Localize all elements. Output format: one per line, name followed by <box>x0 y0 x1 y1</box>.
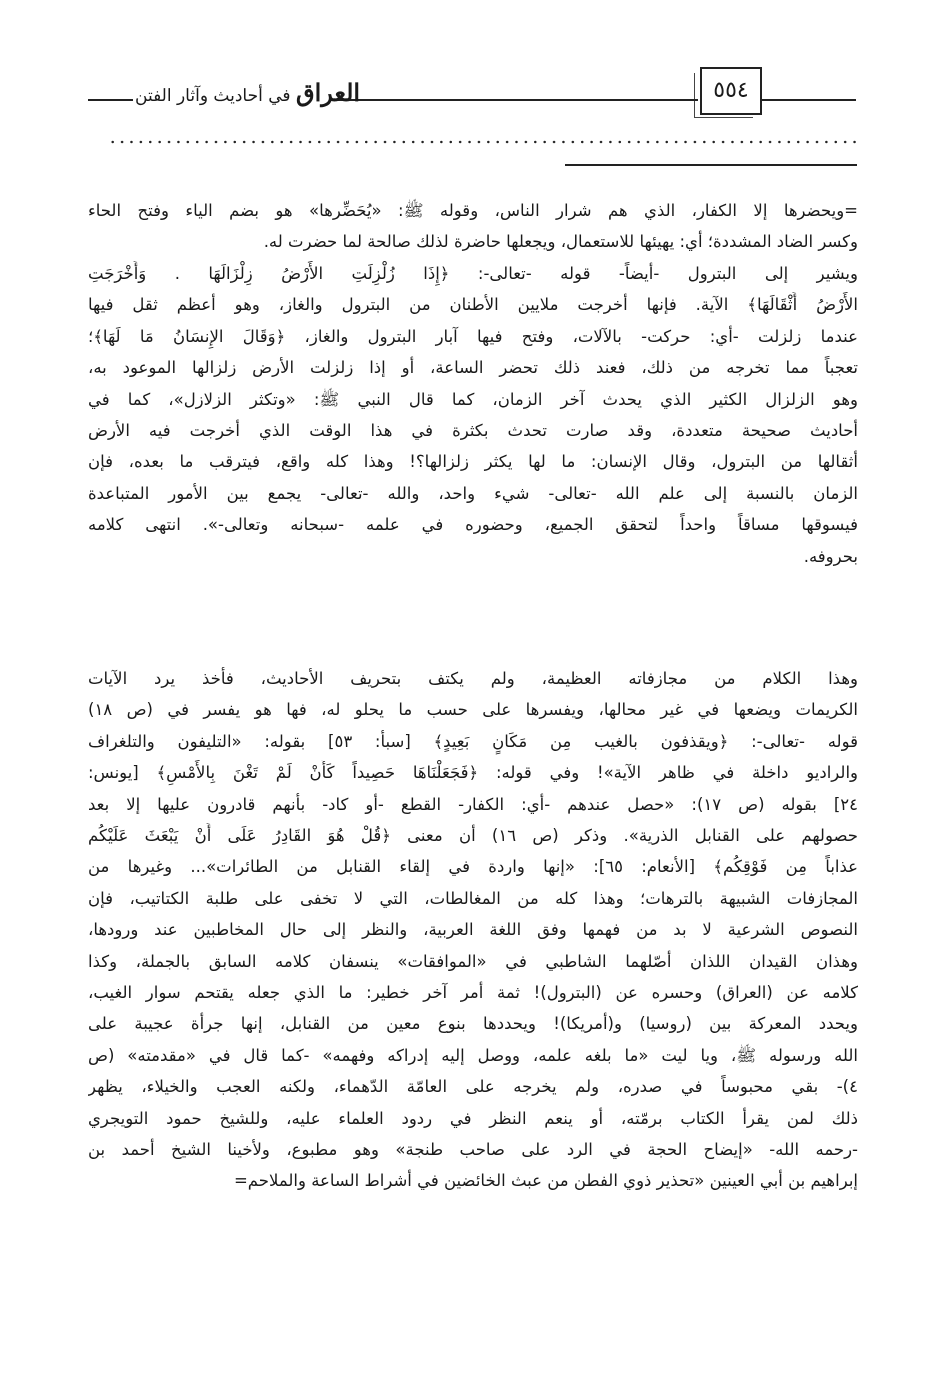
book-title-main: العراق <box>295 78 361 107</box>
text-line: الزمان بالنسبة إلى علم الله -تعالى- شيء واحد، والله -تعالى- يجمع بين الأمور المتباعدة <box>88 483 858 503</box>
header-rule-right <box>760 99 856 101</box>
book-title <box>135 78 360 107</box>
page-number: ٥٥٤ <box>700 67 762 115</box>
text-line: الأَرْضُ أَثْقَالَهَا﴾ الآية. فإنها أخرجت ملايين الأطنان من البترول والغاز، وهو أعظم ثقل فيها <box>88 295 858 315</box>
text-line: فيسوقها مساقاً واحداً لتحقق الجميع، وحضوره في علمه -سبحانه وتعالى-». انتهى كلامه <box>88 515 858 535</box>
text-line: النصوص الشرعية لا بد من فهمها وفق اللغة العربية، والنظر إلى حال المخاطبين عند ورودها، <box>88 920 858 940</box>
dotted-divider <box>108 140 858 144</box>
text-line: عندما زلزلت -أي: حركت- بالآلات، وفتح فيها آبار البترول والغاز، ﴿وَقَالَ الإِنسَانُ مَا لَهَا﴾؛ <box>88 326 858 346</box>
text-line: بحروفه. <box>803 546 858 566</box>
text-line: إبراهيم بن أبي العينين «تحذير ذوي الفطن من عبث الخائضين في أشراط الساعة والملاحم= <box>233 1171 858 1191</box>
text-line: المجازفات الشبيهة بالترهات؛ وهذا كله من المغالطات، التي لا تخفى على طلبة الكتاتيب، فإن <box>88 888 858 908</box>
text-line: وهذان القيدان اللذان أصّلهما الشاطبي في «الموافقات» ينسفان كلامه السابق بالجملة، وكذا <box>88 951 858 971</box>
footnote-rule <box>565 164 857 166</box>
text-line: ويشير إلى البترول -أيضاً- قوله -تعالى-: ﴿إِذَا زُلْزِلَتِ الأَرْضُ زِلْزَالَهَا . وَأَخْرَجَتِ <box>88 264 858 283</box>
text-line: كلامه عن (العراق) وحسره عن (البترول)! ثمة أمر آخر خطير: ما الذي جعله يقتحم سوار الغيب، <box>88 983 858 1002</box>
text-line: تعجباً مما تخرجه من ذلك، فعند ذلك تحضر الساعة، أو إذا زلزلت الأرض زلزالها الموعود به، <box>88 358 858 378</box>
text-line: ذلك لمن يقرأ الكتاب برمّته، أو ينعم النظر في ردود العلماء عليه، وللشيخ حمود التويجري <box>88 1108 858 1128</box>
text-line: أحاديث صحيحة متعددة، وقد صارت تحدث بكثرة في هذا الوقت الذي أخرجت فيه الأرض <box>88 421 858 440</box>
text-line: الله ورسوله ﷺ، ويا ليت «ما بلغه علمه، ووصل إليه إدراكه وفهمه» -كما قال في «مقدمته» (ص <box>88 1045 858 1065</box>
text-line: ٢٤] بقوله (ص ١٧): «حصل عندهم -أي: الكفار- القطع -أو كاد- بأنهم قادرون عليها إلا بعد <box>88 794 858 814</box>
text-line: قوله -تعالى-: ﴿ويقذفون بالغيب مِن مَكَانٍ بَعِيدٍ﴾ [سبأ: ٥٣] بقوله: «التليفون والتلغراف <box>88 731 858 751</box>
text-line: عذاباً مِن فَوْقِكُم﴾ [الأنعام: ٦٥]: «إنها واردة في إلقاء القنابل من الطائرات»... وغيرها من <box>88 857 858 877</box>
book-title-rest: في أحاديث وآثار الفتن <box>135 86 291 106</box>
text-line: والراديو داخلة في ظاهر الآية»! وفي قوله: ﴿فَجَعَلْنَاهَا حَصِيداً كَأَنْ لَمْ تَغْنَ بِالأَمْسِ﴾ [يونس: <box>88 763 858 783</box>
text-line: وهذا الكلام من مجازفاته العظيمة، ولم يكتف بتحريف الأحاديث، فأخذ يرد الآيات <box>88 669 858 688</box>
text-line: ويحدد المعركة بين (روسيا) و(أمريكا)! ويحددها بنوع معين من القنابل، إنها جرأة عجيبة على <box>88 1014 858 1034</box>
text-line: وكسر الضاد المشددة؛ أي: يهيئها للاستعمال، ويجعلها حاضرة لذلك صالحة لما حضرت له. <box>263 232 858 252</box>
text-line: وهو الزلزال الكثير الذي يحدث آخر الزمان، كما قال النبي ﷺ: «وتكثر الزلازل»، كما في <box>88 389 858 409</box>
text-line: أثقالها من البترول، وقال الإنسان: ما لها يكثر زلزالها؟! وهذا كله واقع، فيترقب ما بعده، فإن <box>88 452 858 472</box>
text-line: =ويحضرها إلا الكفار، الذي هم شرار الناس، وقوله ﷺ: «يُحَضِّرها» هو بضم الياء وفتح الحاء <box>88 201 858 220</box>
text-line: -رحمه الله- «إيضاح الحجة في الرد على صاحب طنجة» وهو مطبوع، ولأخينا الشيخ أحمد بن <box>88 1140 858 1159</box>
text-line: حصولهم على القنابل الذرية». وذكر (ص ١٦) أن معنى ﴿قُلْ هُوَ القَادِرُ عَلَى أَنْ يَبْعَثَ عَلَيْكُم <box>88 826 858 845</box>
header-rule-left <box>88 99 133 101</box>
text-line: ٤)- بقي محبوساً في صدره، ولم يخرجه على العامّة الدّهماء، ولكنه العجب والخيلاء، يظهر <box>88 1077 858 1097</box>
header-rule-middle <box>330 99 698 101</box>
text-line: الكريمات ويضعها في غير محالها، ويفسرها على حسب ما يحلو له، فها هو يفسر في (ص ١٨) <box>88 700 858 720</box>
